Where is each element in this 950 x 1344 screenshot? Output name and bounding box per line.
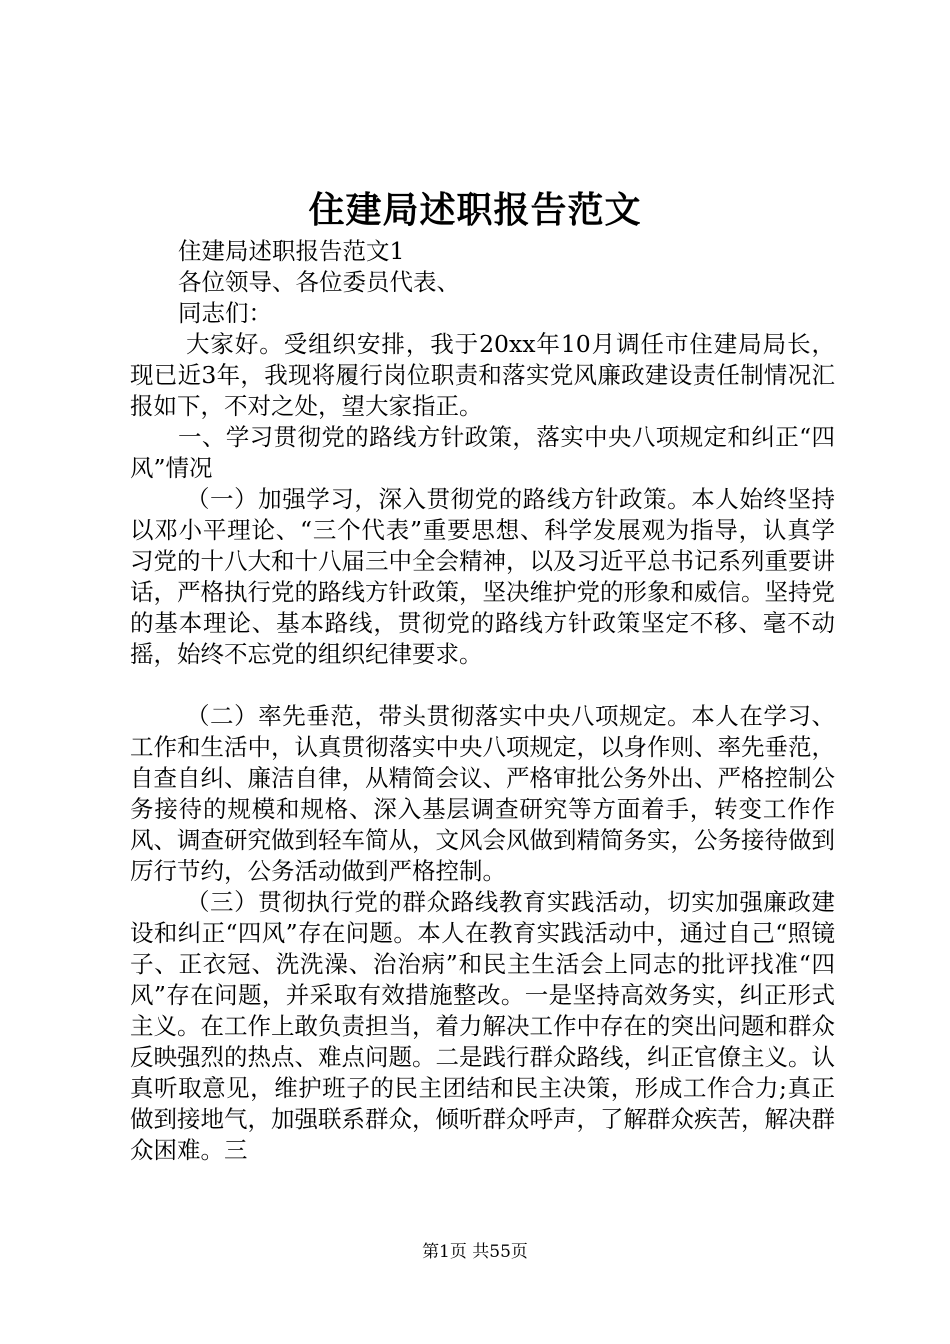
paragraph-spacer: [130, 670, 835, 701]
paragraph-subsection-1: （一）加强学习，深入贯彻党的路线方针政策。本人始终坚持以邓小平理论、“三个代表”重要思想、科学发展观为指导，认真学习党的十八大和十八届三中全会精神，以及习近平总书记系列重要讲话，严格执行党的路线方针政策，坚决维护党的形象和威信。坚持党的基本理论、基本路线，贯彻党的路线方针政策坚定不移、毫不动摇，始终不忘党的组织纪律要求。: [130, 485, 835, 668]
paragraph-subsection-2: （二）率先垂范，带头贯彻落实中央八项规定。本人在学习、工作和生活中，认真贯彻落实中央八项规定，以身作则、率先垂范，自查自纠、廉洁自律，从精简会议、严格审批公务外出、严格控制公务接待的规模和规格、深入基层调查研究等方面着手，转变工作作风、调查研究做到轻车简从，文风会风做到精简务实，公务接待做到厉行节约，公务活动做到严格控制。: [130, 702, 835, 885]
salutation-line: 同志们：: [178, 299, 272, 327]
salutation-line: 各位领导、各位委员代表、: [178, 268, 460, 296]
section-heading: 一、学习贯彻党的路线方针政策，落实中央八项规定和纠正“四风”情况: [130, 423, 835, 482]
paragraph-subsection-3: （三）贯彻执行党的群众路线教育实践活动，切实加强廉政建设和纠正“四风”存在问题。本人在教育实践活动中，通过自己“照镜子、正衣冠、洗洗澡、治治病”和民主生活会上同志的批评找准“四风”存在问题，并采取有效措施整改。一是坚持高效务实，纠正形式主义。在工作上敢负责担当，着力解决工作中存在的突出问题和群众反映强烈的热点、难点问题。二是践行群众路线，纠正官僚主义。认真听取意见，维护班子的民主团结和民主决策，形成工作合力;真正做到接地气，加强联系群众，倾听群众呼声，了解群众疾苦，解决群众困难。三: [130, 888, 835, 1164]
document-body: [130, 236, 835, 1166]
page-footer: 第1页 共55页: [422, 1242, 528, 1262]
document-subtitle: 住建局述职报告范文1: [178, 237, 405, 265]
page-title: 住建局述职报告范文: [308, 189, 642, 231]
paragraph-opening: 大家好。受组织安排，我于20xx年10月调任市住建局局长，现已近3年，我现将履行岗位职责和落实党风廉政建设责任制情况汇报如下，不对之处，望大家指正。: [130, 330, 835, 420]
